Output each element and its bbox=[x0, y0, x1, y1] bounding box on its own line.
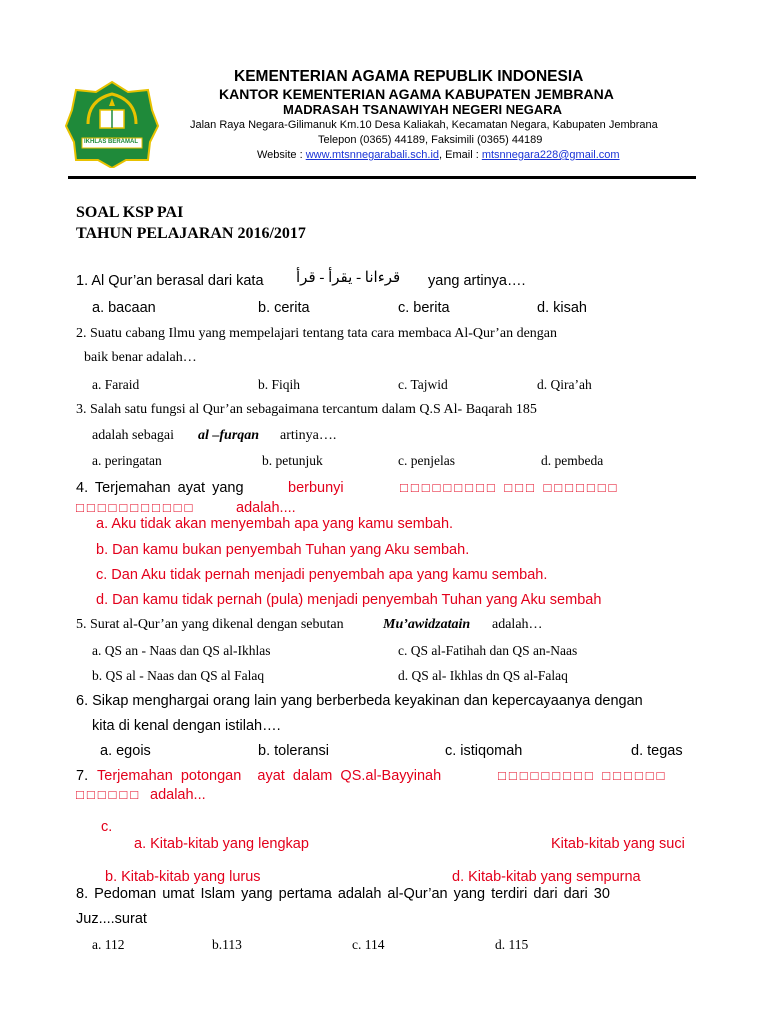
question-7-number: 7. bbox=[76, 768, 89, 784]
question-6-line-1: 6. Sikap menghargai orang lain yang berberbeda keyakinan dan kepercayaanya dengan bbox=[76, 693, 643, 709]
question-1-option-d: d. kisah bbox=[537, 300, 587, 316]
question-8-line-1: 8. Pedoman umat Islam yang pertama adalah al-Qur’an yang terdiri dari dari 30 bbox=[76, 886, 610, 902]
question-5-term: Mu’awidzatain bbox=[383, 617, 471, 632]
question-7-option-d: d. Kitab-kitab yang sempurna bbox=[452, 869, 641, 885]
question-6-line-2: kita di kenal dengan istilah…. bbox=[92, 718, 281, 734]
question-5-tail: adalah… bbox=[492, 617, 543, 632]
website-label: Website : bbox=[257, 149, 306, 161]
header-address: Jalan Raya Negara-Gilimanuk Km.10 Desa Kaliakah, Kecamatan Negara, Kabupaten Jembrana bbox=[190, 119, 658, 131]
question-4-option-a: a. Aku tidak akan menyembah apa yang kamu sembah. bbox=[96, 516, 454, 532]
question-6-option-a: a. egois bbox=[100, 743, 151, 759]
question-1-text: 1. Al Qur’an berasal dari kata bbox=[76, 273, 264, 289]
question-4-arabic-boxes-2: □□□□□□□□□□□ bbox=[76, 500, 196, 515]
question-3-line-2a: adalah sebagai bbox=[92, 428, 175, 443]
question-3-line-2c: artinya…. bbox=[280, 428, 337, 443]
question-7-red-1: Terjemahan potongan ayat dalam QS.al-Bayyinah bbox=[97, 768, 442, 784]
question-2-option-b: b. Fiqih bbox=[258, 377, 301, 392]
website-link[interactable]: www.mtsnnegarabali.sch.id bbox=[305, 149, 440, 161]
question-4-option-d: d. Dan kamu tidak pernah (pula) menjadi penyembah Tuhan yang Aku sembah bbox=[96, 592, 602, 608]
question-6-option-b: b. toleransi bbox=[258, 743, 329, 759]
email-label: , Email : bbox=[439, 149, 482, 161]
question-1-option-c: c. berita bbox=[398, 300, 450, 316]
question-7-option-b: b. Kitab-kitab yang lurus bbox=[105, 869, 261, 885]
question-3-term: al –furqan bbox=[198, 428, 260, 443]
question-8-option-a: a. 112 bbox=[92, 937, 125, 952]
question-3-option-d: d. pembeda bbox=[541, 453, 604, 468]
header-divider bbox=[68, 176, 696, 179]
question-1-option-a: a. bacaan bbox=[92, 300, 156, 316]
ministry-logo bbox=[64, 80, 160, 168]
question-4-arabic-boxes-1: □□□□□□□□□ □□□ □□□□□□□ bbox=[400, 480, 620, 495]
question-7-arabic-boxes-2: □□□□□□ bbox=[76, 787, 142, 802]
question-6-option-d: d. tegas bbox=[631, 743, 683, 759]
question-3-option-c: c. penjelas bbox=[398, 453, 455, 468]
question-6-option-c: c. istiqomah bbox=[445, 743, 523, 759]
question-4-option-b: b. Dan kamu bukan penyembah Tuhan yang Aku sembah. bbox=[96, 542, 470, 558]
question-3-option-b: b. petunjuk bbox=[262, 453, 323, 468]
exam-year: TAHUN PELAJARAN 2016/2017 bbox=[76, 225, 306, 242]
question-4-option-c: c. Dan Aku tidak pernah menjadi penyembah apa yang kamu sembah. bbox=[96, 567, 548, 583]
question-4-red-1: berbunyi bbox=[288, 480, 344, 496]
question-5-lead: 5. Surat al-Qur’an yang dikenal dengan sebutan bbox=[76, 617, 344, 632]
question-2-option-c: c. Tajwid bbox=[398, 377, 448, 392]
question-2-option-a: a. Faraid bbox=[92, 377, 140, 392]
question-5-option-b: b. QS al - Naas dan QS al Falaq bbox=[92, 668, 265, 683]
question-7-option-a: a. Kitab-kitab yang lengkap bbox=[134, 836, 309, 852]
question-2-line-2: baik benar adalah… bbox=[84, 350, 197, 365]
header-phone: Telepon (0365) 44189, Faksimili (0365) 44189 bbox=[318, 134, 543, 146]
question-7-option-c: Kitab-kitab yang suci bbox=[551, 836, 685, 852]
header-contact bbox=[257, 149, 620, 161]
question-4-lead: 4. Terjemahan ayat yang bbox=[76, 480, 244, 496]
question-2-option-d: d. Qira’ah bbox=[537, 377, 592, 392]
question-5-option-d: d. QS al- Ikhlas dn QS al-Falaq bbox=[398, 668, 568, 683]
question-5-option-a: a. QS an - Naas dan QS al-Ikhlas bbox=[92, 643, 271, 658]
logo-text: IKHLAS BERAMAL bbox=[84, 139, 138, 145]
question-4-red-2: adalah.... bbox=[236, 500, 296, 516]
question-1-arabic: قرءانا - يقرأ - قرأ bbox=[296, 270, 401, 286]
question-7-arabic-boxes-1: □□□□□□□□□ □□□□□□ bbox=[498, 768, 668, 783]
question-7-red-2: adalah... bbox=[150, 787, 206, 803]
question-8-line-2: Juz....surat bbox=[76, 911, 147, 927]
header-line-2: KANTOR KEMENTERIAN AGAMA KABUPATEN JEMBRANA bbox=[219, 86, 614, 102]
question-8-option-c: c. 114 bbox=[352, 937, 385, 952]
question-1-tail: yang artinya…. bbox=[428, 273, 526, 289]
question-3-option-a: a. peringatan bbox=[92, 453, 162, 468]
question-3-line-1: 3. Salah satu fungsi al Qur’an sebagaimana tercantum dalam Q.S Al- Baqarah 185 bbox=[76, 402, 537, 417]
question-2-line-1: 2. Suatu cabang Ilmu yang mempelajari tentang tata cara membaca Al-Qur’an dengan bbox=[76, 326, 557, 341]
question-7-option-c-label: c. bbox=[101, 819, 113, 835]
header-line-1: KEMENTERIAN AGAMA REPUBLIK INDONESIA bbox=[234, 68, 584, 85]
email-link[interactable]: mtsnnegara228@gmail.com bbox=[481, 149, 620, 161]
question-5-option-c: c. QS al-Fatihah dan QS an-Naas bbox=[398, 643, 578, 658]
question-1-option-b: b. cerita bbox=[258, 300, 310, 316]
question-8-option-b: b.113 bbox=[212, 937, 242, 952]
question-8-option-d: d. 115 bbox=[495, 937, 529, 952]
header-line-3: MADRASAH TSANAWIYAH NEGERI NEGARA bbox=[283, 102, 563, 117]
exam-title: SOAL KSP PAI bbox=[76, 204, 184, 221]
